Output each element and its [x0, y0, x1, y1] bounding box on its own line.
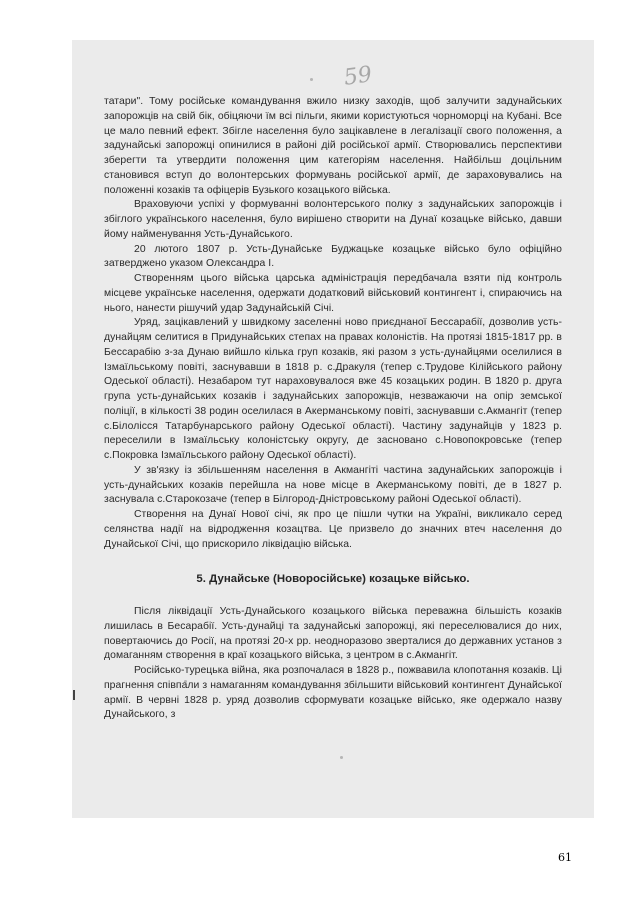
handwritten-page-number: 59: [342, 62, 374, 91]
paragraph: Створенням цього війська царська адміністрація передбачала взяти під контроль місцеве українське населення, одержати додатковий військовий контингент і, спираючись на нього, нанести рішучий удар Задунайській Січі.: [104, 273, 562, 314]
paragraph: Уряд, зацікавлений у швидкому заселенні ново приєднаної Бессарабії, дозволив усть-дунайцям селитися в Придунайських степах на правах колоністів. На протязі 1815-1817 рр. в Бессарабію з-за Дунаю вийшло кілька груп козаків, які разом з усть-дунайцями оселилися в Ізмаїльському повіті, заснувавши в 1818 р. с.Дракуля (тепер с.Трудове Кілійського району Одеської області). Незабаром тут нараховувалося вже 45 козацьких родин. В 1820 р. друга група усть-дунайських козаків і задунайських запорожців, незважаючи на опір земської поліції, в кількості 38 родин оселилася в Акерманському повіті, заснувавши с.Акмангіт (тепер с.Білолісся Татарбунарського району Одеської області). Частину задунайців у 1823 р. переселили в Ізмаїльську колоністську округу, де засновано с.Новопокровське (тепер с.Покровка Ізмаїльського району Одеської області).: [104, 317, 562, 461]
paragraph: 20 лютого 1807 р. Усть-Дунайське Буджацьке козацьке військо було офіційно затверджено указом Олександра І.: [104, 243, 562, 270]
scanned-page: [72, 40, 594, 818]
scan-edge-mark: [73, 690, 75, 700]
paragraph: Російсько-турецька війна, яка розпочалася в 1828 р., пожвавила клопотання козаків. Ці прагнення співпали з намаганням командування збільшити військовий контингент Дунайської армії. В червні 1828 р. уряд дозволив сформувати козацьке військо, яке одержало назву Дунайського, з: [104, 665, 562, 721]
scan-speck: [310, 78, 313, 81]
scan-speck: [340, 756, 343, 759]
document-text: [104, 95, 562, 723]
paragraph: У зв'язку із збільшенням населення в Акмангіті частина задунайських запорожців і усть-дунайських козаків перейшла на нове місце в Акерманському повіті, де в 1827 р. заснувала с.Старокозаче (тепер в Білгород-Дністровському районі Одеської області).: [104, 464, 562, 506]
page-number: 61: [558, 851, 572, 864]
section-heading: 5. Дунайське (Новоросійське) козацьке військо.: [196, 573, 470, 586]
paragraph: Враховуючи успіхі у формуванні волонтерського полку з задунайських запорожців і збіглого українського населення, було вирішено створити на Дунаї козацьке військо, давши йому найменування Усть-Дунайського.: [104, 199, 562, 240]
paragraph: татари". Тому російське командування вжило низку заходів, щоб залучити задунайських запорожців на свій бік, обіцяючи їм всі пільги, якими користуються чорноморці на Кубані. Все це мало певний ефект. Збігле населення було зацікавлене в легалізації свого положення, а задунайські запорожці опинилися в районі дій російської армії. Створювались перспективи зберегти та утвердити положення цим категоріям населення. Найбільш доцільним становився вступ до волонтерських формувань російської армії, де зараховувались на положенні козаків та офіцерів Бузького козацького війська.: [104, 96, 562, 196]
paragraph: Після ліквідації Усть-Дунайського козацького війська переважна більшість козаків лишилась в Бесарабії. Усть-дунайці та задунайські запорожці, які переселювалися до них, повертаючись до Росії, на протязі 20-х рр. неодноразово зверталися до державних установ з домаганням створення в краї козацького війська, з центром в с.Акмангіт.: [104, 606, 562, 662]
paragraph: Створення на Дунаї Нової січі, як про це пішли чутки на Україні, викликало серед селянства надії на відродження козацтва. Це призвело до значних втеч населення до Дунайської Січі, що прискорило ліквідацію війська.: [104, 509, 562, 550]
